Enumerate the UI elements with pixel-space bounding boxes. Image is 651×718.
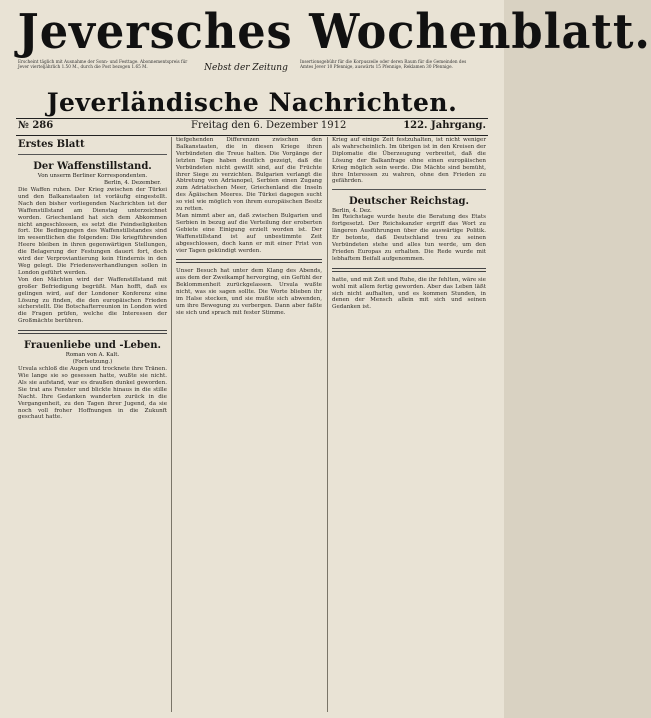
divider (176, 259, 322, 263)
divider (18, 330, 167, 334)
divider (332, 268, 486, 272)
feuilleton-continuation: (Fortsetzung.) (72, 359, 113, 366)
article-paragraph: Krieg auf einige Zeit festzuhalten, ist nicht weniger als wahrscheinlich. Im übrigen ist in den Kreisen der Diplomatie die Überzeugung verbreitet, daß die Lösung der Balkanfrage ohne einen europäischen Krieg möglich sein werde. Die Mächte sind bemüht, ihre Interessen zu wahren, ohne den Frieden zu gefährden. (332, 137, 486, 185)
feuilleton-text: Ursula schloß die Augen und trocknete ihre Tränen. Wie lange sie so gesessen hatte, wußte sie nicht. Als sie aufstand, war es draußen dunkel geworden. Sie trat ans Fenster und blickte hinaus in die stille Nacht. Ihre Gedanken wanderten zurück in die Vergangenheit, zu den Tagen ihrer Jugend, da sie noch voll froher Hoffnungen in die Zukunft geschaut hatte. (18, 366, 167, 421)
feuilleton-text: hatte, und mit Zeit und Ruhe, die ihr fehlten, wäre sie wohl mit allem fertig geworden. Aber das Leben läßt sich nicht aufhalten, und es kommen Stunden, in denen der Mensch allein mit sich und seinen Gedanken ist. (332, 276, 486, 311)
issue-number: № 286 (18, 120, 54, 131)
newspaper-title: Jeversches Wochenblatt. (17, 4, 651, 60)
article-dateline: Berlin, 4. Dezember. (103, 180, 161, 186)
column-3 (330, 137, 488, 712)
feuilleton-title: Frauenliebe und -Leben. (23, 340, 162, 352)
article-byline: Von unserm Berliner Korrespondenten. (37, 173, 148, 179)
divider (332, 189, 486, 190)
feuilleton-author: Roman von A. Kalt. (65, 352, 120, 359)
advertising-notice: Insertionsgebühr für die Korpuszeile oder deren Raum für die Gemeinden des Amtes Jever 10 Pfennige, auswärts 15 Pfennige, Reklamen 30 Pfennige. (300, 59, 467, 70)
issue-date: Freitag den 6. Dezember 1912 (191, 120, 347, 131)
issue-volume: 122. Jahrgang. (403, 120, 486, 131)
newspaper-subtitle: Jeverländische Nachrichten. (46, 88, 458, 117)
article-paragraph: Von den Mächten wird der Waffenstillstand mit großer Befriedigung begrüßt. Man hofft, daß es gelingen wird, auf der Londoner Konferenz eine Lösung zu finden, die den europäischen Frieden sicherstellt. Die Botschafterreunion in London wird die Fragen prüfen, welche die Interessen der Großmächte berühren. (18, 276, 167, 325)
column-1 (16, 137, 169, 712)
article-dateline: Berlin, 4. Dez. (332, 208, 372, 215)
divider (18, 154, 167, 155)
subscription-notice: Erscheint täglich mit Ausnahme der Sonn- und Festtage. Abonnementspreis für Jever vierteljährlich 1.50 M., durch die Post bezogen 1.65 M. (18, 59, 188, 70)
article-headline: Der Waffenstillstand. (33, 161, 152, 172)
masthead (0, 4, 651, 60)
column-2 (174, 137, 324, 712)
supplement-label: Nebst der Zeitung (204, 63, 288, 73)
article-paragraph: tiefgehenden Differenzen zwischen den Balkanstaaten, die in diesen Kriege ihren Verbündeten die Treue halten. Die Vorgänge der letzten Tage haben deutlich gezeigt, daß die Verbündeten nicht gewillt sind, auf die Früchte ihrer Siege zu verzichten. Bulgarien verlangt die Abtretung von Adrianopel, Serbien einen Zugang zum Adriatischen Meer, Griechenland die Inseln des Ägäischen Meeres. Die Türkei dagegen sucht so viel wie möglich von ihrem europäischen Besitz zu retten. (176, 137, 322, 213)
feuilleton-text: Unser Besuch hat unter dem Klang des Abends, aus dem der Zweikampf hervorging, ein Gefühl der Beklommenheit zurückgelassen. Ursula wußte nicht, was sie sagen sollte. Die Worte blieben ihr im Halse stecken, und sie mußte sich abwenden, um ihre Bewegung zu verbergen. Dann aber faßte sie sich und sprach mit fester Stimme. (176, 268, 322, 316)
issue-info-bar (16, 118, 488, 136)
article-paragraph: Im Reichstage wurde heute die Beratung des Etats fortgesetzt. Der Reichskanzler ergriff das Wort zu längeren Ausführungen über die auswärtige Politik. Er betonte, daß Deutschland treu zu seinen Verbündeten stehe und alles tun werde, um den Frieden Europas zu erhalten. Die Rede wurde mit lebhaftem Beifall aufgenommen. (332, 214, 486, 262)
section-rubric: Erstes Blatt (18, 139, 85, 150)
article-paragraph: Die Waffen ruhen. Der Krieg zwischen der Türkei und den Balkanstaaten ist vorläufig eingestellt. Nach den bisher vorliegenden Nachrichten ist der Waffenstillstand am Dienstag unterzeichnet worden. Griechenland hat sich dem Abkommen nicht angeschlossen, es setzt die Feindseligkeiten fort. Die Bedingungen des Waffenstillstandes sind im wesentlichen die folgenden: Die kriegführenden Heere bleiben in ihren gegenwärtigen Stellungen, die Belagerung der Festungen dauert fort, doch wird der Verproviantierung kein Hindernis in den Weg gelegt. Die Friedensverhandlungen sollen in London geführt werden. (18, 187, 167, 276)
article-columns (16, 137, 488, 712)
article-headline: Deutscher Reichstag. (348, 196, 470, 208)
article-paragraph: Man nimmt aber an, daß zwischen Bulgarien und Serbien in bezug auf die Verteilung der eroberten Gebiete eine Einigung erzielt worden ist. Der Waffenstillstand ist auf unbestimmte Zeit abgeschlossen, doch kann er mit einer Frist von vier Tagen gekündigt werden. (176, 212, 322, 254)
